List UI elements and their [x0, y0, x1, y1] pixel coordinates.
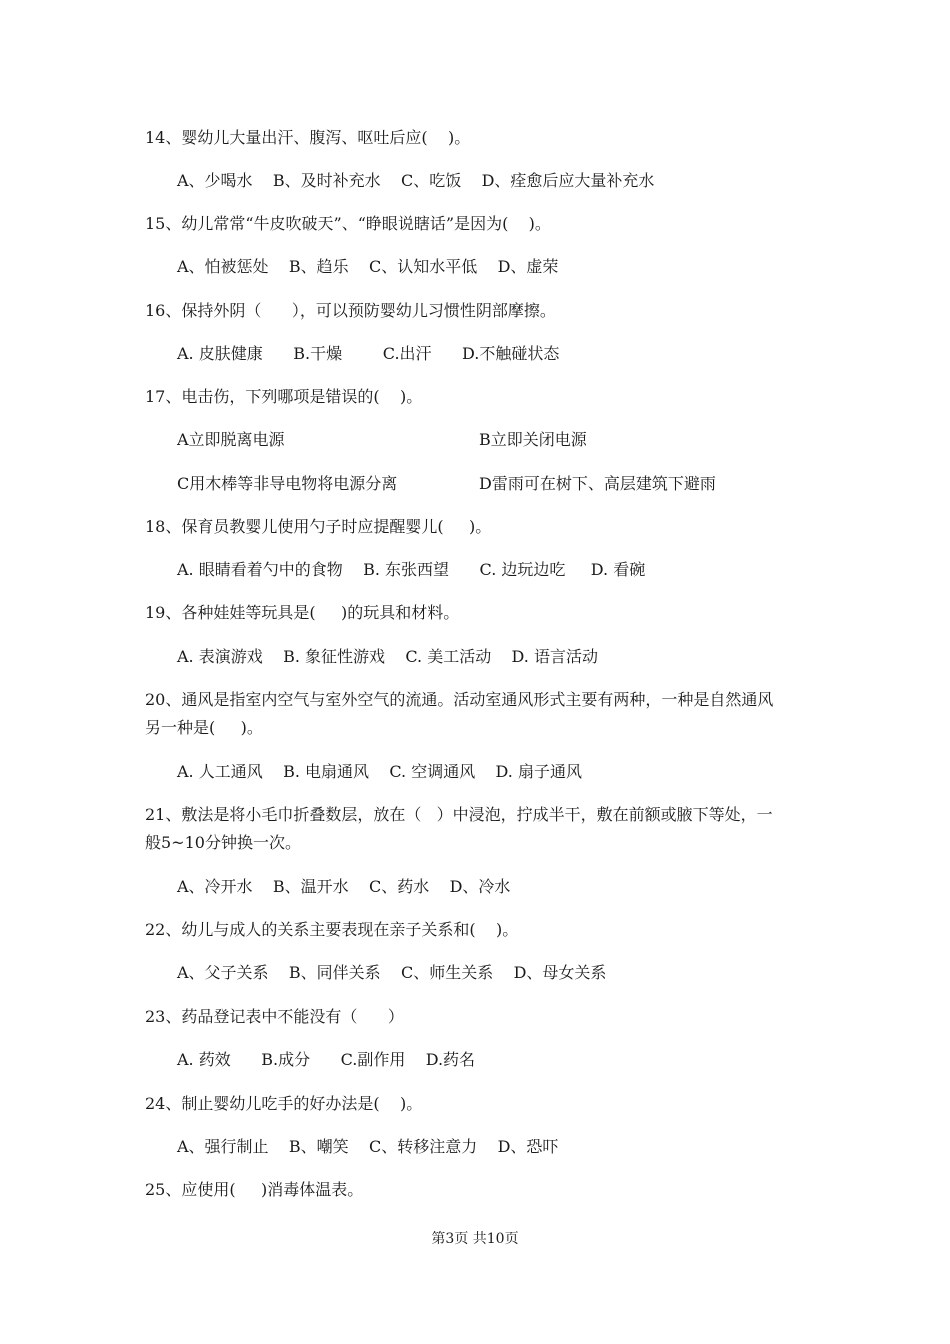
- question-14: 14、婴幼儿大量出汗、腹泻、呕吐后应( )。: [145, 128, 471, 147]
- question-15: 15、幼儿常常“牛皮吹破天”、“睁眼说瞎话”是因为( )。: [145, 214, 551, 233]
- question-20: 20、通风是指室内空气与室外空气的流通。活动室通风形式主要有两种，一种是自然通风: [145, 690, 774, 709]
- options-19: A. 表演游戏 B. 象征性游戏 C. 美工活动 D. 语言活动: [177, 647, 598, 666]
- options-22: A、父子关系 B、同伴关系 C、师生关系 D、母女关系: [177, 963, 607, 982]
- question-21-cont: 般5~10分钟换一次。: [145, 833, 301, 852]
- page-footer: 第3页 共10页: [431, 1231, 519, 1247]
- options-23: A. 药效 B.成分 C.副作用 D.药名: [177, 1050, 476, 1069]
- question-24: 24、制止婴幼儿吃手的好办法是( )。: [145, 1094, 423, 1113]
- options-21: A、冷开水 B、温开水 C、药水 D、冷水: [177, 877, 511, 896]
- question-22: 22、幼儿与成人的关系主要表现在亲子关系和( )。: [145, 920, 519, 939]
- question-18: 18、保育员教婴儿使用勺子时应提醒婴儿( )。: [145, 517, 492, 536]
- question-17: 17、电击伤，下列哪项是错误的( )。: [145, 387, 423, 406]
- question-25: 25、应使用( )消毒体温表。: [145, 1180, 364, 1199]
- options-20: A. 人工通风 B. 电扇通风 C. 空调通风 D. 扇子通风: [177, 762, 582, 781]
- options-24: A、强行制止 B、嘲笑 C、转移注意力 D、恐吓: [177, 1137, 559, 1156]
- option-17-c: C用木棒等非导电物将电源分离: [177, 474, 398, 493]
- options-15: A、怕被惩处 B、趋乐 C、认知水平低 D、虚荣: [177, 257, 559, 276]
- options-16: A. 皮肤健康 B.干燥 C.出汗 D.不触碰状态: [177, 344, 560, 363]
- question-19: 19、各种娃娃等玩具是( )的玩具和材料。: [145, 603, 460, 622]
- question-20-cont: 另一种是( )。: [145, 718, 263, 737]
- question-16: 16、保持外阴（ ），可以预防婴幼儿习惯性阴部摩擦。: [145, 301, 556, 320]
- option-17-d: D雷雨可在树下、高层建筑下避雨: [479, 474, 716, 493]
- options-18: A. 眼睛看着勺中的食物 B. 东张西望 C. 边玩边吃 D. 看碗: [177, 560, 646, 579]
- options-14: A、少喝水 B、及时补充水 C、吃饭 D、痊愈后应大量补充水: [177, 171, 655, 190]
- option-17-b: B立即关闭电源: [479, 430, 587, 449]
- question-21: 21、敷法是将小毛巾折叠数层，放在（ ）中浸泡，拧成半干，敷在前额或腋下等处，一: [145, 805, 773, 824]
- question-23: 23、药品登记表中不能没有（ ）: [145, 1007, 404, 1026]
- option-17-a: A立即脱离电源: [177, 430, 285, 449]
